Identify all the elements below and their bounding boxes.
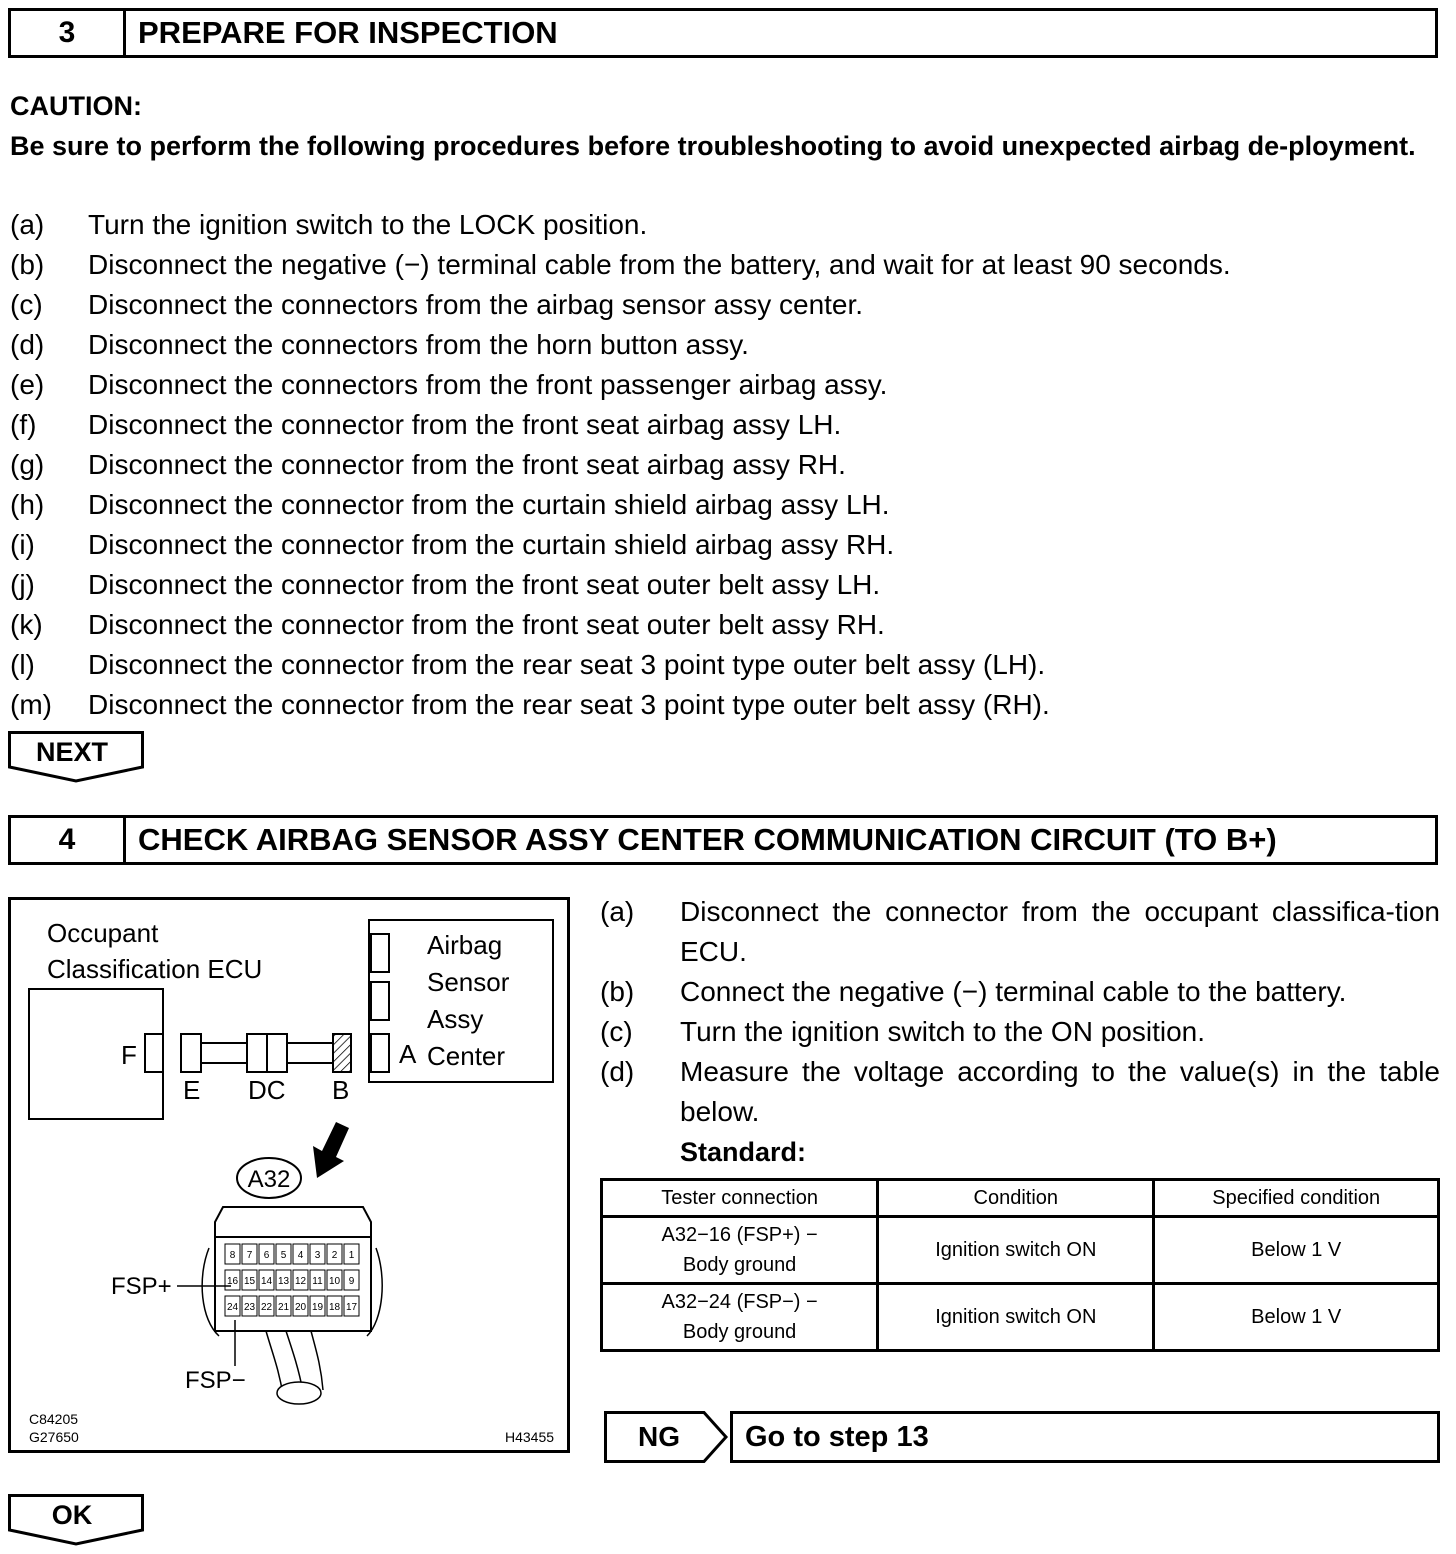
pin-number: 5 — [280, 1250, 287, 1261]
item-label: (d) — [10, 329, 45, 360]
item-text: Disconnect the connector from the curtain shield airbag assy LH. — [88, 489, 890, 520]
step-4-header — [8, 815, 1438, 865]
ok-label: OK — [51, 1500, 93, 1530]
tester-connection-cell — [602, 1217, 878, 1284]
item-label: (c) — [10, 289, 43, 320]
list-item — [600, 972, 1440, 1012]
pin-number: 22 — [260, 1302, 273, 1313]
connector-b-label: B — [332, 1075, 350, 1105]
ng-label: NG — [638, 1421, 680, 1452]
pin-number: 15 — [243, 1276, 256, 1287]
fsp-plus-label: FSP+ — [111, 1273, 172, 1300]
step-number: 4 — [11, 818, 126, 862]
item-label: (k) — [10, 609, 43, 640]
fsp-minus-label: FSP− — [185, 1367, 246, 1394]
column-header: Condition — [878, 1180, 1154, 1217]
list-item — [10, 645, 1442, 685]
item-text: Turn the ignition switch to the LOCK position. — [88, 209, 648, 240]
item-label: (i) — [10, 529, 35, 560]
list-item — [10, 365, 1442, 405]
pin-number: 7 — [246, 1250, 253, 1261]
connector-b — [333, 1034, 351, 1072]
item-text: Disconnect the connector from the front seat outer belt assy LH. — [88, 569, 881, 600]
pin-number: 2 — [331, 1250, 338, 1261]
specified-condition-cell: Below 1 V — [1154, 1284, 1439, 1351]
item-text: Disconnect the connectors from the airbag sensor assy center. — [88, 289, 864, 320]
step-title: CHECK AIRBAG SENSOR ASSY CENTER COMMUNICATION CIRCUIT (TO B+) — [138, 822, 1277, 857]
sensor-label-line-1: Airbag — [427, 930, 503, 960]
list-item — [10, 285, 1442, 325]
item-label: (d) — [600, 1056, 635, 1087]
caution-text: Be sure to perform the following procedures before troubleshooting to avoid unexpected airbag de-ployment. — [10, 131, 1416, 161]
item-label: (b) — [10, 249, 45, 280]
wiring-illustration — [8, 897, 570, 1453]
item-text: Disconnect the connectors from the front passenger airbag assy. — [88, 369, 888, 400]
connector-c — [267, 1034, 287, 1072]
list-item — [600, 1052, 1440, 1132]
item-text: Disconnect the negative (−) terminal cable from the battery, and wait for at least 90 seconds. — [88, 249, 1231, 280]
figure-code-2: G27650 — [29, 1429, 79, 1445]
ng-route[interactable] — [604, 1411, 1440, 1463]
pin-number: 12 — [294, 1276, 307, 1287]
item-text: Disconnect the connector from the rear seat 3 point type outer belt assy (RH). — [88, 689, 1050, 720]
column-header: Specified condition — [1154, 1180, 1439, 1217]
caution-block — [10, 86, 1442, 166]
item-text: Connect the negative (−) terminal cable to the battery. — [680, 976, 1347, 1007]
pin-number: 19 — [311, 1302, 324, 1313]
connector-housing-top — [215, 1207, 371, 1237]
connector-a — [371, 1034, 389, 1072]
connector-a-label: A — [399, 1039, 417, 1069]
connector-e-label: E — [183, 1075, 201, 1105]
connector-f — [145, 1034, 163, 1072]
caution-heading: CAUTION: — [10, 91, 142, 121]
item-label: (f) — [10, 409, 37, 440]
sensor-label-line-2: Sensor — [427, 967, 510, 997]
table-row — [602, 1217, 1439, 1284]
connection-line-2: Body ground — [682, 1321, 797, 1343]
specified-condition-cell: Below 1 V — [1154, 1217, 1439, 1284]
item-text: Disconnect the connector from the front seat airbag assy RH. — [88, 449, 846, 480]
item-label: (e) — [10, 369, 45, 400]
column-header: Tester connection — [602, 1180, 878, 1217]
item-label: (g) — [10, 449, 45, 480]
item-text: Turn the ignition switch to the ON position. — [680, 1016, 1205, 1047]
pin-number: 16 — [226, 1276, 239, 1287]
list-item — [10, 485, 1442, 525]
item-text: Disconnect the connector from the curtain shield airbag assy RH. — [88, 529, 895, 560]
list-item — [10, 205, 1442, 245]
pin-number: 24 — [226, 1302, 239, 1313]
list-item — [10, 525, 1442, 565]
connector-d — [247, 1034, 267, 1072]
item-text: Disconnect the connectors from the horn button assy. — [88, 329, 749, 360]
list-item — [10, 685, 1442, 725]
step-number: 3 — [11, 11, 126, 55]
list-item — [10, 245, 1442, 285]
next-button[interactable] — [8, 731, 144, 781]
sensor-label-line-4: Center — [427, 1041, 506, 1071]
item-text: Measure the voltage according to the value(s) in the table below. — [680, 1056, 1440, 1127]
tester-connection-cell — [602, 1284, 878, 1351]
item-label: (j) — [10, 569, 35, 600]
step-4-procedure-list — [600, 892, 1440, 1172]
pin-number: 13 — [277, 1276, 290, 1287]
figure-code-1: C84205 — [29, 1411, 79, 1427]
pin-number: 1 — [348, 1250, 355, 1261]
next-label: NEXT — [35, 737, 108, 767]
ok-button[interactable] — [8, 1494, 144, 1544]
pin-number: 6 — [263, 1250, 270, 1261]
list-item — [600, 1012, 1440, 1052]
pin-number: 8 — [229, 1250, 236, 1261]
pin-number: 9 — [348, 1276, 355, 1287]
item-label: (b) — [600, 976, 635, 1007]
table-row — [602, 1284, 1439, 1351]
occupant-ecu-box — [29, 989, 163, 1119]
list-item — [600, 892, 1440, 972]
pin-number: 14 — [260, 1276, 273, 1287]
condition-cell: Ignition switch ON — [878, 1217, 1154, 1284]
list-item — [10, 325, 1442, 365]
pin-number: 17 — [345, 1302, 358, 1313]
connection-line-1: A32−16 (FSP+) − — [661, 1224, 818, 1246]
connection-line-1: A32−24 (FSP−) − — [661, 1291, 818, 1313]
standard-label: Standard: — [680, 1137, 807, 1167]
item-text: Disconnect the connector from the front seat airbag assy LH. — [88, 409, 842, 440]
step-3-procedure-list — [10, 205, 1442, 725]
step-3-header — [8, 8, 1438, 58]
list-item — [10, 605, 1442, 645]
list-item — [10, 565, 1442, 605]
ecu-label-line-2: Classification ECU — [47, 954, 263, 984]
item-text: Disconnect the connector from the front seat outer belt assy RH. — [88, 609, 885, 640]
connector-e — [181, 1034, 201, 1072]
item-label: (a) — [10, 209, 45, 240]
pin-number: 21 — [277, 1302, 290, 1313]
item-label: (m) — [10, 689, 52, 720]
pin-number: 4 — [297, 1250, 304, 1261]
pin-number: 20 — [294, 1302, 307, 1313]
arrow-icon — [313, 1122, 349, 1178]
table-header-row — [602, 1180, 1439, 1217]
figure-code-3: H43455 — [505, 1429, 555, 1445]
list-item — [10, 405, 1442, 445]
ng-action-box[interactable]: Go to step 13 — [730, 1411, 1440, 1463]
item-label: (c) — [600, 1016, 633, 1047]
item-text: Disconnect the connector from the occupant classifica-tion ECU. — [680, 896, 1440, 967]
connector-dc-label: DC — [248, 1075, 286, 1105]
step-title: PREPARE FOR INSPECTION — [138, 15, 558, 50]
pin-number: 11 — [312, 1276, 323, 1287]
connector-id-label: A32 — [247, 1166, 291, 1193]
pin-number: 10 — [328, 1276, 341, 1287]
connector-f-label: F — [121, 1040, 137, 1070]
ecu-label-line-1: Occupant — [47, 918, 159, 948]
item-label: (l) — [10, 649, 35, 680]
condition-cell: Ignition switch ON — [878, 1284, 1154, 1351]
connector-diagram — [11, 900, 567, 1450]
spec-table — [600, 1178, 1440, 1352]
item-text: Disconnect the connector from the rear seat 3 point type outer belt assy (LH). — [88, 649, 1046, 680]
connection-line-2: Body ground — [682, 1254, 797, 1276]
sensor-label-line-3: Assy — [427, 1004, 484, 1034]
list-item — [10, 445, 1442, 485]
pin-number: 23 — [243, 1302, 256, 1313]
pin-number: 3 — [314, 1250, 321, 1261]
item-label: (h) — [10, 489, 45, 520]
pin-number: 18 — [328, 1302, 341, 1313]
item-label: (a) — [600, 896, 635, 927]
